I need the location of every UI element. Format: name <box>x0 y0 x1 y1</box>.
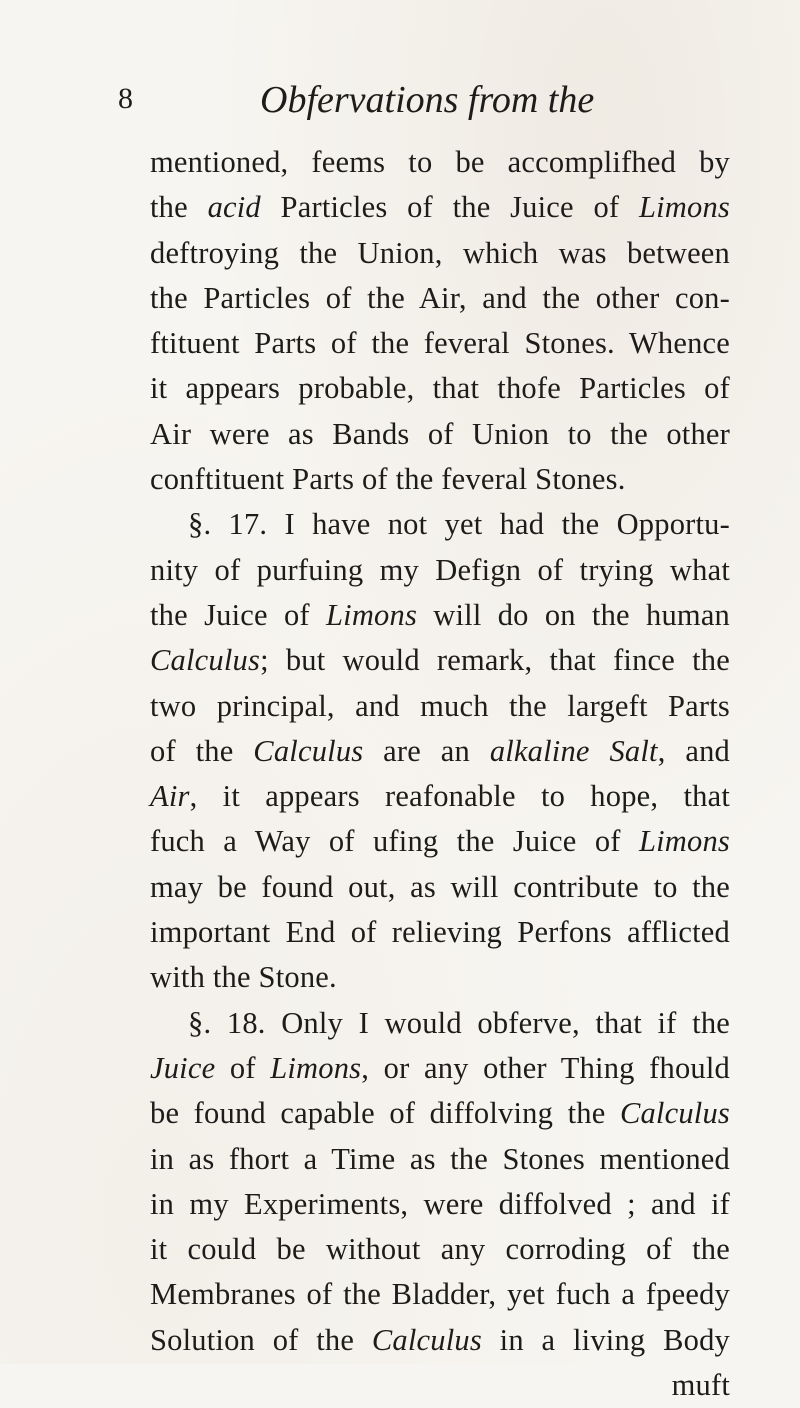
text-segment: will do on the human <box>417 597 731 632</box>
text-line <box>150 1091 730 1136</box>
text-segment: , and <box>657 733 730 768</box>
text-segment: mentioned, feems to be accomplifhed by <box>150 145 730 179</box>
text-line <box>150 140 730 185</box>
text-segment: in my Experiments, were diffolved ; and if <box>150 1186 730 1221</box>
text-segment: be found capable of diffolving the <box>150 1096 620 1131</box>
text-segment: §. 18. Only I would obferve, that if the <box>188 1005 730 1040</box>
text-line <box>150 1046 730 1091</box>
text-segment: it appears probable, that thofe Particles of <box>150 371 730 406</box>
italic-term: Air <box>150 779 190 814</box>
text-segment: Solution of the <box>150 1322 372 1357</box>
text-segment: with the Stone. <box>150 960 337 995</box>
text-line <box>150 774 730 819</box>
text-line <box>150 412 730 457</box>
italic-term: acid <box>207 190 261 225</box>
italic-term: alkaline Salt <box>489 733 658 768</box>
text-segment: in a living Body <box>481 1322 730 1357</box>
body-text <box>150 140 730 1408</box>
text-segment: ftituent Parts of the feveral Stones. Whence <box>150 326 730 361</box>
text-line <box>150 955 730 1000</box>
text-segment: , or any other Thing fhould <box>361 1050 730 1085</box>
text-line <box>150 1137 730 1182</box>
italic-term: Limons <box>638 190 731 225</box>
text-line <box>150 1363 730 1408</box>
text-segment: , it appears reafonable to hope, that <box>189 779 730 814</box>
italic-term: Calculus <box>253 733 364 768</box>
italic-term: Limons <box>325 597 418 632</box>
italic-term: Calculus <box>619 1096 730 1131</box>
running-head: Obfervations from the <box>260 79 595 121</box>
italic-term: Calculus <box>150 643 261 678</box>
text-segment: it could be without any corroding of the <box>150 1232 730 1267</box>
page-header <box>118 78 738 128</box>
text-line <box>150 729 730 774</box>
text-line <box>150 865 730 910</box>
text-segment: Air were as Bands of Union to the other <box>150 416 730 451</box>
text-line <box>150 819 730 864</box>
text-line <box>150 1318 730 1363</box>
text-line <box>150 638 730 683</box>
italic-term: Limons <box>270 1050 362 1085</box>
text-segment: of <box>215 1050 271 1085</box>
italic-term: Limons <box>638 824 730 859</box>
text-segment: ; but would remark, that fince the <box>260 643 730 678</box>
text-line <box>150 276 730 321</box>
text-segment: muft <box>671 1368 730 1403</box>
text-line <box>150 185 730 230</box>
text-segment: nity of purfuing my Defign of trying what <box>150 552 730 587</box>
text-segment: conftituent Parts of the feveral Stones. <box>150 462 626 497</box>
text-segment: the Particles of the Air, and the other con- <box>150 280 730 315</box>
text-segment: the Juice of <box>150 597 326 632</box>
text-line <box>150 457 730 502</box>
text-line <box>150 593 730 638</box>
text-line <box>150 1001 730 1046</box>
text-segment: Membranes of the Bladder, yet fuch a fpeedy <box>150 1277 730 1312</box>
text-line <box>150 1272 730 1317</box>
page-number: 8 <box>118 82 133 115</box>
text-segment: Particles of the Juice of <box>260 190 639 225</box>
text-line <box>150 684 730 729</box>
text-segment: two principal, and much the largeft Parts <box>150 688 730 723</box>
text-line <box>150 548 730 593</box>
text-line <box>150 366 730 411</box>
text-line <box>150 321 730 366</box>
text-line <box>150 231 730 276</box>
text-line <box>150 1227 730 1272</box>
text-segment: important End of relieving Perfons afflicted <box>150 915 730 950</box>
text-line <box>150 910 730 955</box>
text-segment: fuch a Way of ufing the Juice of <box>150 824 639 859</box>
text-segment: may be found out, as will contribute to the <box>150 869 730 904</box>
italic-term: Juice <box>150 1050 216 1085</box>
text-segment: in as fhort a Time as the Stones mentioned <box>150 1141 730 1176</box>
italic-term: Calculus <box>371 1322 482 1357</box>
text-segment: of the <box>150 733 254 768</box>
text-segment: §. 17. I have not yet had the Opportu- <box>188 507 730 542</box>
text-segment: deftroying the Union, which was between <box>150 235 730 270</box>
text-line <box>150 1182 730 1227</box>
text-segment: the <box>150 190 208 225</box>
text-segment: are an <box>363 733 490 768</box>
text-line <box>150 502 730 547</box>
